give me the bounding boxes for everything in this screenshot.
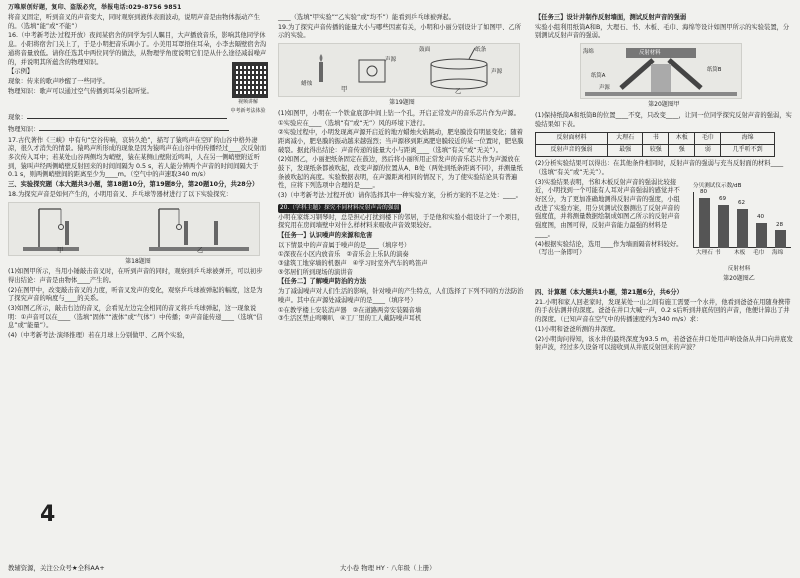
chart-y-axis	[693, 192, 694, 248]
fig18-label-a: 甲	[57, 246, 64, 254]
figure-18	[8, 202, 260, 256]
task2-option-3: ③生活区禁止鸣喇叭	[278, 315, 335, 323]
task3-q4: (4)根据实验结论，选用____作为墙面隔音材料较好。（写出一条即可）	[535, 240, 683, 257]
q18-part2: (2)在图甲中，改变敲击音叉的力度，听音叉发声的变化，观察乒乓球被弹起的幅度，这是为了探究声音的响度与____的关系。	[8, 286, 263, 303]
task1-option-5: ⑤邻居们所到现场的演讲音	[278, 268, 353, 276]
q17-text: 17.古代著作《三峡》中有句“空谷传响，哀转久绝”，描写了猿鸣声在空旷的山谷中格外凄凉，很久才消失的情景。猿鸣声所形成的现象是因为猿鸣声在山谷中的传播经过____次反射而多次传入耳中；若某处山谷两侧均为峭壁，猿在某侧山壁附近鸣叫，人在另一侧峭壁附近听到，猿叫声经两侧峭壁反射回来的时间间隔为 0.5 s，若人能分辨两个声音的时间间隔大于0.1 s，则两侧峭壁间的距离至少为____m。（空气中的声速取340 m/s）	[8, 136, 267, 179]
task1-option-4: ④学习时室外汽车的鸣笛声	[352, 260, 428, 268]
fig18-caption: 第18题图	[125, 257, 151, 265]
q19-part3: (3)（中考新考法·过程开放）请你选择其中一种实验方案，分析方案的不足之处：____。	[278, 192, 522, 200]
chart-value-label-0: 80	[700, 189, 708, 196]
tube-a-icon	[621, 60, 653, 88]
task3-q1: (1)保持纸筒A和纸筒B的位置____不变，只改变____，让同一位同学探究反射声音的强弱，实验结果如下表。	[535, 111, 792, 128]
header-text: 万唯原创好题，复印、盗版必究，举报电话:029-8756 9851	[8, 4, 182, 11]
q19-part2: (2)如图乙，小丽把纸条固定在鼓边，然后将小丽所用正常发声的音乐芯片作为声源放在鼓下，发现纸条都被吹起，改变声源的位置从A、B处（两处到纸条距离不同），并测量纸条被吹起的高度。实验数据表明，在声源距离相同的情况下，为了使实验结论具有普遍性，应将下列选项中合理的是____。	[278, 156, 523, 190]
chart-value-label-2: 62	[738, 200, 746, 207]
q16-example-block	[8, 68, 268, 112]
chart-value-label-1: 69	[719, 196, 727, 202]
chart-value-label-4: 28	[776, 221, 784, 228]
chart-category-label-2: 木板	[734, 249, 746, 256]
chart-block	[685, 179, 793, 286]
task1-option-3: ③建筑工地穿墙的机器声	[278, 260, 347, 268]
q18-text: 18.为探究声音是如何产生的，小明用音叉、乒乓球等器材进行了以下实验探究：	[8, 190, 233, 198]
q19-part1: (1)如图甲，小明在一个铁盒底部中间上钻一个孔，开启正常发声的音乐芯片作为声源。	[278, 109, 520, 117]
q21-part2: (2)小明询问得知，该水井的最终深度为93.5 m，若爸爸在井口处用声呐设备从井口向井底发射声波，经过多久设备可以接收到从井底反射回来的声波？	[535, 335, 793, 352]
task2-title: 【任务二】了解噪声防治的方法	[278, 278, 367, 286]
q20-heading: 20.（学科主题）探究不同材料反射声音的强弱	[280, 204, 400, 211]
chart-bar-2	[737, 209, 748, 248]
fig19-tag-0: 声源	[385, 57, 397, 64]
q21-part1: (1)小明和爸爸所测的井深度。	[535, 325, 620, 333]
q15-tail: 将音叉固定，听到音叉的声音变大，同时观察到液体表面波动，说明声音是由物体振动产生的。（选填“能”或“不能”）	[8, 14, 260, 30]
candle-icon	[319, 54, 323, 82]
chart-category-label-3: 毛巾	[753, 249, 765, 256]
q16-example-title: 【示例】	[8, 68, 34, 76]
column-right	[535, 14, 793, 354]
task2-option-2: ②在道路两旁安装隔音墙	[352, 306, 422, 314]
reflection-bar-chart	[685, 182, 793, 266]
qr-code-icon	[232, 62, 268, 98]
fig19-label-a: 甲	[341, 86, 348, 94]
q19-text: 19.为了探究声音传播的能量大小与哪些因素有关，小明和小丽分别设计了如图甲、乙所示的实验。	[278, 23, 521, 40]
task2-question: 为了减弱噪声对人们生活的影响，针对噪声的产生特点，人们选择了下列不同的方法防治噪声。其中在声源处减弱噪声的是____（填序号）	[278, 288, 524, 304]
tube-b-icon	[669, 60, 701, 88]
fig18-label-b: 乙	[197, 246, 204, 254]
q16-example-knowledge: 物理知识：歌声可以通过空气传播到耳朵引起听觉。	[8, 87, 153, 95]
task1-option-1: ①深夜在小区内放音乐	[278, 251, 341, 259]
q16-text: 16.（中考新考法·过程开放）夜间某宿舍的同学为引人瞩目，大声播放音乐，影响其他同学休息。小阳将宿舍门关上了，于是小明把音乐调小了。小美用耳罩捂住耳朵，小李去隔壁宿舍沟通将音量放低。请你任选其中两位同学的做法，从物理学角度说明它们是从什么途径减弱噪声的，并说明其所蕴含的物理知识。	[8, 32, 267, 66]
fig20-tag-1: 反射材料	[639, 50, 661, 57]
q16-example: 现象：传来的歌声吵醒了一些同学。	[8, 77, 109, 85]
fig20-tag-0: 海绵	[583, 49, 594, 56]
task3-intro: 实验小组利用纸筒A和B，大理石、书、木板、毛巾、海绵等设计如图甲所示的实验装置，分别测试反射声音的强弱。	[535, 23, 790, 40]
fig20-tag-4: 声源	[599, 85, 610, 92]
q16-blank-phenomenon: 现象：	[8, 112, 268, 123]
task1-options	[278, 251, 526, 277]
section4-title: 四、计算题（本大题共1小题，第21题6分，共6分）	[535, 289, 683, 297]
reflection-table	[535, 132, 775, 157]
chart-caption: 第20题图乙	[723, 275, 755, 283]
fig19-caption: 第19题图	[389, 99, 415, 107]
chart-category-label-0: 大理石	[696, 249, 713, 256]
chart-title: 分贝测试仪示数/dB	[693, 182, 742, 189]
table-row: 反射声音的强弱 最强 较强 强 弱 几乎听不到	[536, 145, 775, 157]
q18-part3: (3)如图乙所示，敲击右边的音叉，会看见左边完全相同的音叉将乒乓球弹起，这一现象说明：①声音可以在____（选填“固体”“液体”或“气体”）中传播；②声音能传递____（选填“信息”或“能量”）。	[8, 305, 263, 330]
task1-title: 【任务一】认识噪声的来源和危害	[278, 231, 373, 239]
fig20a-caption: 第20题图甲	[648, 101, 680, 109]
fig20-tag-2: 纸筒A	[591, 73, 606, 80]
figure-19	[278, 43, 520, 97]
section3-title: 三、实验探究题（本大题共3小题，第18题10分，第19题8分，第20题10分，共28分）	[8, 181, 259, 189]
column-left	[8, 14, 268, 342]
page-number: 4	[40, 502, 56, 527]
task3-title: 【任务三】设计并制作反射墙面，测试反射声音的强弱	[535, 14, 687, 21]
q20-body: 小明在家练习钢琴时，总是担心打扰到楼下的邻居，于是他和实验小组设计了一个项目，探究用在房间墙壁中对什么样材料来吸收声音效果较好。	[278, 213, 524, 230]
chart-category-label-1: 书	[715, 249, 721, 256]
task2-options	[278, 307, 526, 324]
footer-center: 大小卷 物理 HY · 八年级（上册）	[340, 564, 436, 572]
sponge-divider-icon	[651, 64, 671, 92]
column-middle	[278, 14, 526, 325]
q19-part1a: ①实验应在____（选填“有”或“无”）风的环境下进行。	[278, 119, 429, 127]
footer-left: 教辅资源，关注公众号★全科AA+	[8, 564, 105, 572]
q18-tail: ____（选填“甲实验”“乙实验”或“均不”）能看到乒乓球被弹起。	[278, 14, 455, 21]
chart-value-label-3: 40	[757, 214, 765, 221]
task2-option-1: ①在教学楼上安装消声器	[278, 306, 347, 314]
q21-text: 21.小明和家人回老家时，发现某处一山之间有施工需要一个水井，他看到爸爸在用随身携带的手表估测井的深度。爸爸在井口大喊一声，0.2 s后听到井底传回的声音，他便计算出了井的深度。（已知声音在空气中的传播速度约为340 m/s）求：	[535, 298, 791, 324]
task1-option-2: ②音乐会上乐队的演奏	[346, 251, 409, 259]
q16-blank-knowledge: 物理知识：	[8, 124, 268, 135]
task1-question: 以下情景中的声音属于噪声的是____（填序号）	[278, 241, 411, 249]
task3-q3: (3)实验结果表明，书和木板反射声音的强弱比较接近，小明找到一个可能有人耳对声音强弱的感觉并不好区分，为了更加准确地测得反射声音的强度，小组改进了实验方案，用分贝测试仪器测出了反射声音的强度值，并将测量数据绘制成如图乙所示的反射声音强度图，由图可得，反射声音能力最强的材料是____。	[535, 178, 680, 238]
figure-18-drawing	[9, 203, 259, 255]
fig19-tag-1: 蜡烛	[301, 81, 313, 88]
fig19-tag-3: 纸条	[475, 47, 487, 54]
q3-with-chart	[535, 179, 793, 286]
chart-bar-1	[718, 205, 729, 248]
chart-category-label-4: 海绵	[772, 249, 784, 256]
fig19-label-b: 乙	[455, 88, 462, 96]
q19-part1b: ②实验过程中，小明发现离声源开启近的地方蜡烛火焰跳动，肥皂膜没有明显变化；随着距离减小，肥皂膜的振动越来越强烈；当声源移到距离肥皂膜较近的某一位置时，肥皂膜破裂。据此得出结论：声音传递的能量大小与距离____（选填“有关”或“无关”）。	[278, 129, 524, 154]
task3-q2: (2)分析实验结果可以得出：在其他条件相同时，反射声音的强弱与充当反射面的材料____（选填“有关”或“无关”）。	[535, 160, 784, 176]
tuning-fork-pair-icon	[149, 209, 249, 251]
figure-20a	[580, 43, 742, 99]
task2-option-4: ④工厂里的工人戴防噪声耳机	[340, 315, 422, 323]
chart-bar-3	[756, 223, 767, 248]
speaker-box-icon	[359, 60, 385, 82]
q18-part1: (1)如图甲所示，当用小锤敲击音叉时，在听到声音的同时，观察到乒乓球被弹开，可以初步得出结论：声音是由物体____产生的。	[8, 268, 263, 284]
q3-text-block	[535, 179, 685, 286]
chart-bar-4	[775, 230, 786, 247]
qr-caption: 视频讲解 中考新考法体验	[230, 99, 266, 114]
q18-part4: (4)（中考新考法·演绎推理）若在月球上分别做甲、乙两个实验，	[8, 332, 189, 340]
chart-bar-0	[699, 198, 710, 248]
fig19-tag-2: 声源	[491, 69, 503, 76]
fig19-tag-4: 鼓面	[419, 47, 431, 54]
chart-xlabel: 反射材料	[727, 265, 751, 272]
reflector-board-icon	[626, 48, 696, 58]
table-row: 反射面材料 大理石 书 木板 毛巾 海绵	[536, 133, 775, 145]
tuning-fork-stand-icon	[23, 209, 79, 251]
fig20-tag-3: 纸筒B	[707, 67, 722, 74]
